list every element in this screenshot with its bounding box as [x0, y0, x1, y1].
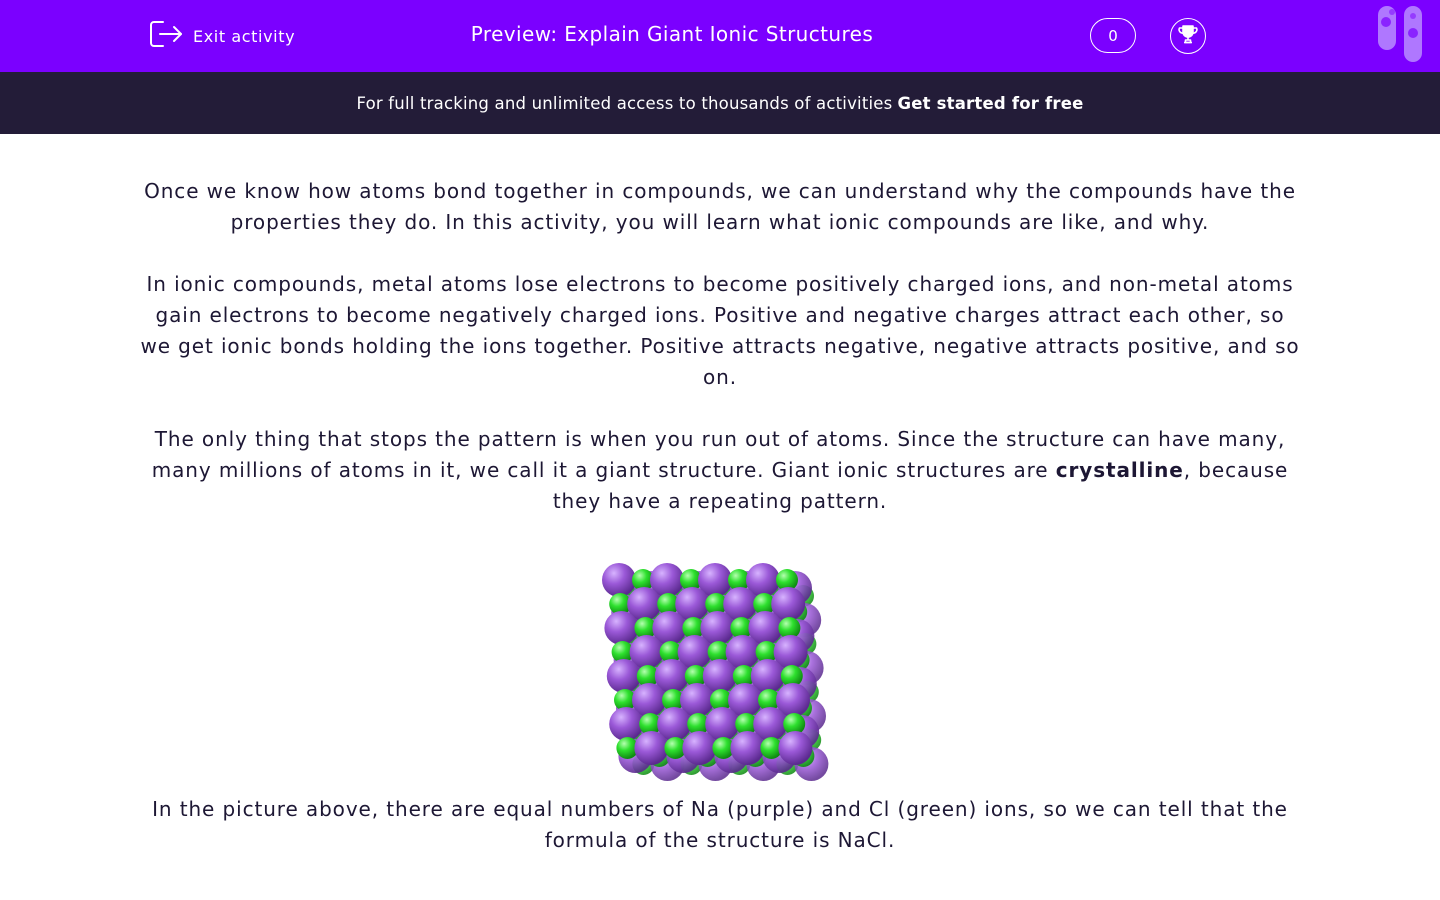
top-bar [0, 0, 1440, 72]
test-tubes-logo-icon [1376, 6, 1424, 64]
banner-text: For full tracking and unlimited access to thousands of activities [356, 93, 893, 113]
get-started-link[interactable]: Get started for free [897, 93, 1084, 113]
sodium-ion [778, 731, 812, 765]
sodium-ion [609, 707, 643, 741]
paragraph-giant-structure [140, 424, 1300, 517]
trophy-icon [1177, 23, 1199, 49]
crystalline-term: crystalline [1055, 458, 1184, 482]
lesson-content [140, 176, 1300, 900]
sodium-ion [602, 563, 636, 597]
page-title: Preview: Explain Giant Ionic Structures [470, 22, 874, 46]
sodium-chloride-lattice-image [595, 544, 845, 794]
sodium-ion [682, 731, 716, 765]
paragraph-cutoff [140, 887, 1300, 899]
paragraph-intro: Once we know how atoms bond together in compounds, we can understand why the compounds have the properties they do. In this activity, you will learn what ionic compounds are like, and why. [144, 179, 1296, 234]
sodium-ion [730, 731, 764, 765]
sodium-ion [634, 731, 668, 765]
paragraph-ionic-bonds: In ionic compounds, metal atoms lose electrons to become positively charged ions, and non-metal atoms gain electrons to become negatively charged ions. Positive and negative charges attract each other, so we get ionic bonds holding the ions together. Positive attracts negative, negative attracts positive, and so on. [140, 272, 1300, 389]
exit-activity-label: Exit activity [193, 26, 296, 46]
sodium-ion [607, 659, 641, 693]
trophy-button[interactable] [1170, 18, 1206, 54]
score-badge: 0 [1090, 18, 1136, 53]
upgrade-banner [0, 72, 1440, 134]
sodium-ion [604, 611, 638, 645]
paragraph-text: , because they have a repeating pattern. [552, 458, 1289, 513]
paragraph-caption: In the picture above, there are equal numbers of Na (purple) and Cl (green) ions, so we can tell that the formula of the structure is NaCl. [152, 797, 1288, 852]
paragraph-text: The only thing that stops the pattern is when you run out of atoms. Since the structure can have many, many millions of atoms in it, we call it a giant structure. Giant ionic structures are [151, 427, 1286, 482]
